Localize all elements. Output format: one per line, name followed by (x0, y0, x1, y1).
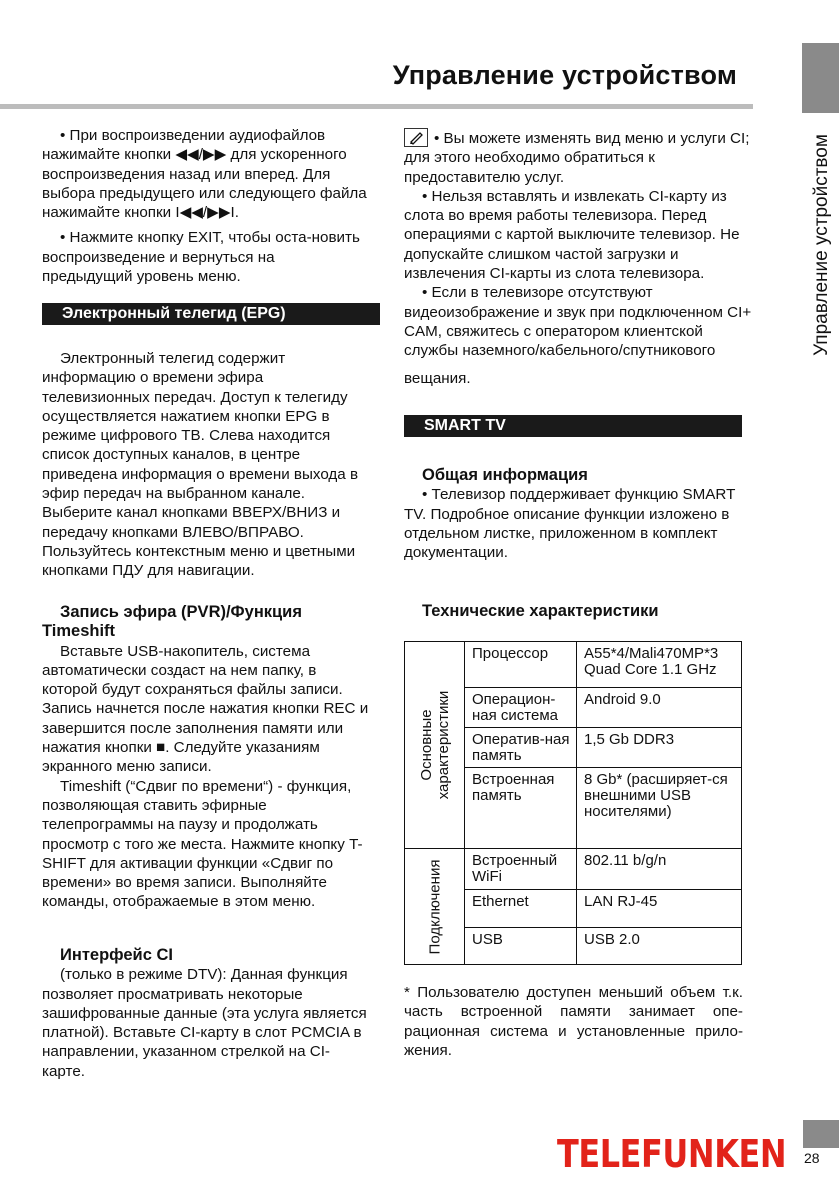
note-pencil-icon (404, 128, 428, 147)
side-chapter-label: Управление устройством (811, 134, 832, 356)
timeshift-paragraph: Timeshift (“Сдвиг по времени“) - функция, позволяющая ставить эфирные телепрограммы на паузу и продолжать просмотр с того же места. Нажмите кнопку T-SHIFT для активации функции «Сдвиг по времени» во время записи. Выполняйте команды, отображаемые в этом меню. (42, 777, 363, 911)
spec-value: USB 2.0 (577, 928, 742, 965)
audio-paragraph-2: • Нажмите кнопку EXIT, чтобы оста-новить воспроизведение и вернуться на предыдущий уровень меню. (42, 229, 360, 286)
spec-name: Процессор (465, 642, 577, 688)
epg-heading: Электронный телегид (EPG) (42, 303, 380, 325)
footnote: * Пользователю доступен меньший объем т.к. часть встроенной памяти занимает опе-рационная система и установленные прило-жения. (404, 984, 743, 1059)
smart-tv-heading: SMART TV (404, 415, 742, 437)
spec-value: A55*4/Mali470MP*3 Quad Core 1.1 GHz (577, 642, 742, 688)
spec-value: 802.11 b/g/n (577, 849, 742, 890)
group-conn-label: Подключения (426, 859, 443, 954)
spec-value: Android 9.0 (577, 688, 742, 728)
pvr-heading: Запись эфира (PVR)/Функция Timeshift (42, 603, 302, 641)
epg-paragraph: Электронный телегид содержит информацию о времени эфира телевизионных передач. Доступ к телегиду осуществляется нажатием кнопки EPG в режиме цифрового ТВ. Слева находится список доступных каналов, в центре приведена информация о времени выхода в эфир передач на выбранном канале. Выберите канал кнопками ВВЕРХ/ВНИЗ и передачу кнопками ВЛЕВО/ВПРАВО. Пользуйтесь контекстным меню и цветными кнопками ПДУ для навигации. (42, 350, 359, 580)
general-section (404, 466, 749, 562)
chapter-tab (802, 43, 839, 113)
specs-table (404, 641, 742, 965)
audio-paragraph-1: • При воспроизведении аудиофайлов нажимайте кнопки ◀◀/▶▶ для ускоренного воспроизведения назад или вперед. Для выбора предыдущего или следующего файла нажимайте кнопки I◀◀/▶▶I. (42, 127, 367, 222)
page-number: 28 (804, 1150, 820, 1166)
note-paragraph-3: • Если в телевизоре отсутствуют видеоизображение и звук при подключенном CI+ CAM, свяжитесь с оператором клиентской службы наземного/кабельного/спутникового (404, 284, 752, 360)
spec-value: 1,5 Gb DDR3 (577, 728, 742, 768)
telefunken-logo: TELEFUNKEN (557, 1132, 787, 1176)
spec-name: USB (465, 928, 577, 965)
ci-heading: Интерфейс CI (60, 946, 173, 964)
general-heading: Общая информация (422, 466, 588, 484)
audio-section (42, 126, 367, 286)
group-main-label: Основные характеристики (417, 690, 452, 800)
note-paragraph-3-end: вещания. (404, 369, 471, 387)
note-paragraph-1: • Вы можете изменять вид меню и услуги CI; для этого необходимо обратиться к предоставителю услуг. (404, 130, 750, 186)
pvr-paragraph: Вставьте USB-накопитель, система автоматически создаст на нем папку, в которой будут сохраняться файлы записи. Запись начнется после нажатия кнопки REC и завершится после заполнения памяти или нажатия кнопки ■. Следуйте указаниям экранного меню записи. (42, 642, 369, 776)
ci-paragraph: (только в режиме DTV): Данная функция позволяет просматривать некоторые зашифрованные данные (эта услуга является платной). Вставьте CI-карту в слот PCMCIA в направлении, указанном стрелкой на CI-карте. (42, 966, 367, 1080)
spec-name: Операцион-ная система (465, 688, 577, 728)
spec-name: Оператив-ная память (465, 728, 577, 768)
pvr-section (42, 603, 372, 912)
specs-heading: Технические характеристики (422, 602, 659, 620)
spec-name: Встроенная память (465, 768, 577, 849)
note-paragraph-2: • Нельзя вставлять и извлекать CI-карту из слота во время работы телевизора. Перед операциями с картой выключите телевизор. Не допускайте слишком частой загрузки и извлечения CI-карты из слота телевизора. (404, 187, 740, 283)
page-tab (803, 1120, 839, 1148)
spec-name: Встроенный WiFi (465, 849, 577, 890)
ci-notes (404, 128, 756, 388)
spec-value: 8 Gb* (расширяет-ся внешними USB носителями) (577, 768, 742, 849)
page-title: Управление устройством (392, 60, 737, 90)
general-paragraph: • Телевизор поддерживает функцию SMART TV. Подробное описание функции изложено в отдельном листке, приложенном в комплект документации. (404, 486, 736, 562)
title-rule (0, 104, 753, 109)
spec-row (405, 849, 742, 890)
group-conn-cell (405, 849, 465, 965)
ci-section (42, 946, 370, 1081)
spec-value: LAN RJ-45 (577, 890, 742, 928)
epg-section (42, 349, 370, 581)
group-main-cell (405, 642, 465, 849)
spec-name: Ethernet (465, 890, 577, 928)
spec-row (405, 642, 742, 688)
